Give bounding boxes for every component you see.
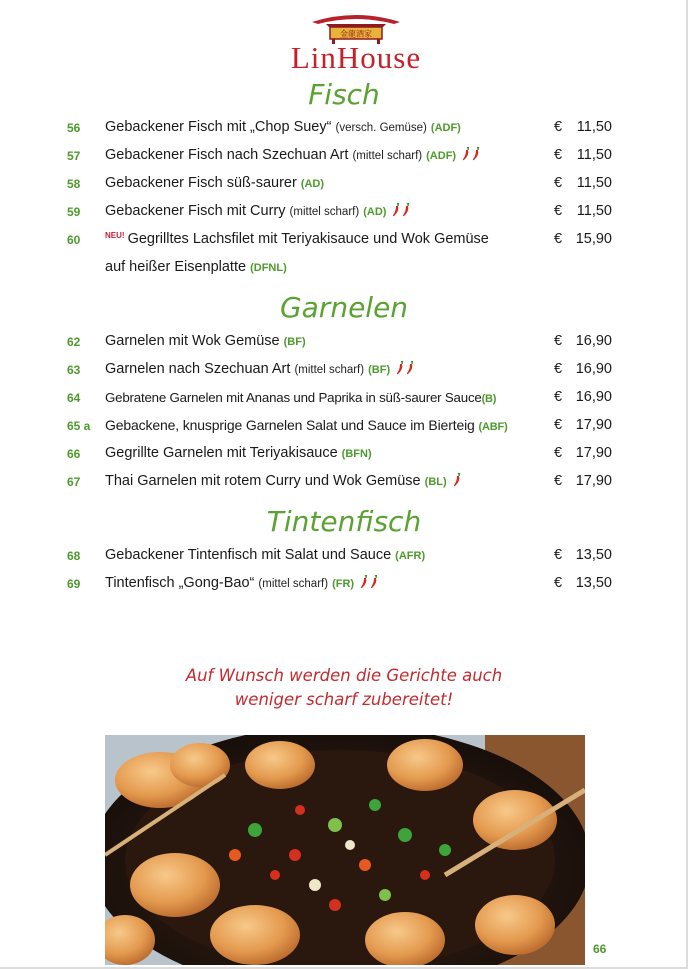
menu-item (0, 200, 688, 228)
price-amount: 11,50 (576, 119, 612, 135)
item-note: (mittel scharf) (258, 578, 329, 590)
allergen-codes: (BFN) (341, 448, 372, 460)
item-name: Thai Garnelen mit rotem Curry und Wok Gemüse (105, 473, 421, 489)
item-name: Gebackene, knusprige Garnelen Salat und Sauce im Bierteig (105, 417, 475, 433)
brand-logo (286, 10, 426, 75)
pagoda-icon (306, 10, 406, 44)
menu-item (0, 386, 688, 414)
item-description (105, 119, 461, 135)
page-number: 66 (593, 942, 607, 956)
sizzling-shrimp-plate-icon (105, 735, 585, 965)
section-title-fisch: Fisch (308, 78, 380, 111)
allergen-codes: (ABF) (478, 421, 508, 433)
item-number: 59 (67, 205, 81, 219)
chili-pepper-icon (405, 361, 414, 375)
currency: € (554, 473, 563, 489)
price-amount: 16,90 (575, 333, 612, 349)
price-amount: 17,90 (575, 473, 612, 489)
sign-text: 金龍酒家 (340, 29, 372, 39)
allergen-codes: (DFNL) (250, 262, 287, 274)
item-name: Gebackener Tintenfisch mit Salat und Sauce (105, 547, 392, 563)
menu-item (0, 172, 688, 200)
item-price (554, 119, 612, 135)
price-amount: 16,90 (575, 361, 612, 377)
chili-pepper-icon (401, 203, 410, 217)
currency: € (554, 203, 563, 219)
item-name: Gebackener Fisch nach Szechuan Art (105, 147, 349, 163)
price-amount: 15,90 (575, 231, 612, 247)
allergen-codes: (BF) (368, 364, 391, 376)
menu-item (0, 116, 688, 144)
item-price (554, 417, 612, 433)
price-amount: 13,50 (575, 575, 612, 591)
item-description (105, 333, 306, 349)
item-name: Gebackener Fisch mit „Chop Suey“ (105, 119, 332, 135)
chili-pepper-icon (391, 203, 400, 217)
item-price (554, 333, 612, 349)
new-badge: NEU! (105, 231, 125, 240)
item-description (105, 390, 496, 405)
item-note: (versch. Gemüse) (335, 122, 427, 134)
currency: € (554, 333, 563, 349)
allergen-codes: (AFR) (395, 550, 426, 562)
spicy-chili-icons (394, 361, 414, 377)
currency: € (554, 389, 563, 405)
item-price (554, 547, 612, 563)
chili-pepper-icon (369, 575, 378, 589)
item-price (554, 147, 612, 163)
allergen-codes: (FR) (332, 578, 355, 590)
currency: € (554, 231, 563, 247)
item-number: 64 (67, 391, 81, 405)
allergen-codes: (ADF) (426, 150, 457, 162)
item-note: (mittel scharf) (352, 150, 423, 162)
item-name: Tintenfisch „Gong-Bao“ (105, 575, 255, 591)
dish-photo (105, 735, 585, 965)
currency: € (554, 547, 563, 563)
currency: € (554, 361, 563, 377)
item-description (105, 361, 414, 377)
item-name: Gebackener Fisch mit Curry (105, 203, 286, 219)
menu-item (0, 228, 688, 256)
menu-item (0, 144, 688, 172)
currency: € (554, 575, 563, 591)
item-number: 60 (67, 233, 81, 247)
menu-item (0, 470, 688, 498)
chili-pepper-icon (452, 473, 461, 487)
allergen-codes: (AD) (363, 206, 387, 218)
menu-item (0, 330, 688, 358)
item-name: Garnelen nach Szechuan Art (105, 361, 291, 377)
item-name-line2: auf heißer Eisenplatte (105, 259, 247, 275)
item-number: 63 (67, 363, 81, 377)
item-price (554, 361, 612, 377)
menu-item-continuation (0, 256, 688, 284)
item-number: 65 a (67, 419, 91, 433)
item-description (105, 175, 324, 191)
section-title-tintenfisch: Tintenfisch (266, 505, 422, 538)
allergen-codes: (AD) (300, 178, 325, 190)
item-price (554, 473, 612, 489)
currency: € (554, 147, 563, 163)
item-description (105, 473, 461, 489)
currency: € (554, 445, 563, 461)
allergen-codes: (BF) (283, 336, 306, 348)
item-note: (mittel scharf) (294, 364, 365, 376)
notice-line-1: Auf Wunsch werden die Gerichte auch (185, 666, 503, 685)
item-name: Gegrillte Garnelen mit Teriyakisauce (105, 445, 338, 461)
item-note: (mittel scharf) (289, 206, 360, 218)
item-price (554, 175, 612, 191)
item-number: 67 (67, 475, 81, 489)
price-amount: 13,50 (575, 547, 612, 563)
item-description (105, 445, 372, 461)
item-number: 56 (67, 121, 81, 135)
price-amount: 17,90 (575, 445, 612, 461)
allergen-codes: (ADF) (430, 122, 461, 134)
currency: € (554, 417, 563, 433)
currency: € (554, 119, 563, 135)
spicy-chili-icons (451, 473, 461, 489)
item-description (105, 575, 378, 591)
item-description (105, 203, 410, 219)
spicy-chili-icons (390, 203, 410, 219)
item-name: Gebratene Garnelen mit Ananas und Paprika in süß-saurer Sauce (105, 390, 482, 405)
menu-item (0, 572, 688, 600)
item-price (554, 445, 612, 461)
item-name: Gegrilltes Lachsfilet mit Teriyakisauce und Wok Gemüse (127, 231, 489, 247)
item-number: 57 (67, 149, 81, 163)
price-amount: 11,50 (576, 147, 612, 163)
brand-name: LinHouse (290, 40, 422, 75)
item-number: 66 (67, 447, 81, 461)
spiciness-notice (0, 664, 688, 712)
item-name: Gebackener Fisch süß-saurer (105, 175, 297, 191)
item-description (105, 547, 425, 563)
menu-item (0, 544, 688, 572)
chili-pepper-icon (395, 361, 404, 375)
chili-pepper-icon (471, 147, 480, 161)
item-number: 58 (67, 177, 81, 191)
item-description (105, 259, 287, 275)
price-amount: 16,90 (575, 389, 612, 405)
item-name: Garnelen mit Wok Gemüse (105, 333, 280, 349)
chili-pepper-icon (461, 147, 470, 161)
spicy-chili-icons (358, 575, 378, 591)
spicy-chili-icons (460, 147, 480, 163)
chili-pepper-icon (359, 575, 368, 589)
item-number: 69 (67, 577, 81, 591)
menu-item (0, 358, 688, 386)
menu-item (0, 414, 688, 442)
price-amount: 11,50 (576, 203, 612, 219)
notice-line-2: weniger scharf zubereitet! (234, 690, 454, 709)
price-amount: 17,90 (575, 417, 612, 433)
item-number: 68 (67, 549, 81, 563)
allergen-codes: (B) (481, 393, 497, 405)
allergen-codes: (BL) (424, 476, 447, 488)
item-price (554, 231, 612, 247)
item-price (554, 203, 612, 219)
currency: € (554, 175, 563, 191)
price-amount: 11,50 (576, 175, 612, 191)
section-title-garnelen: Garnelen (279, 291, 409, 324)
item-description (105, 231, 489, 247)
item-description (105, 147, 480, 163)
menu-item (0, 442, 688, 470)
item-price (554, 389, 612, 405)
item-price (554, 575, 612, 591)
item-number: 62 (67, 335, 81, 349)
item-description (105, 417, 508, 433)
